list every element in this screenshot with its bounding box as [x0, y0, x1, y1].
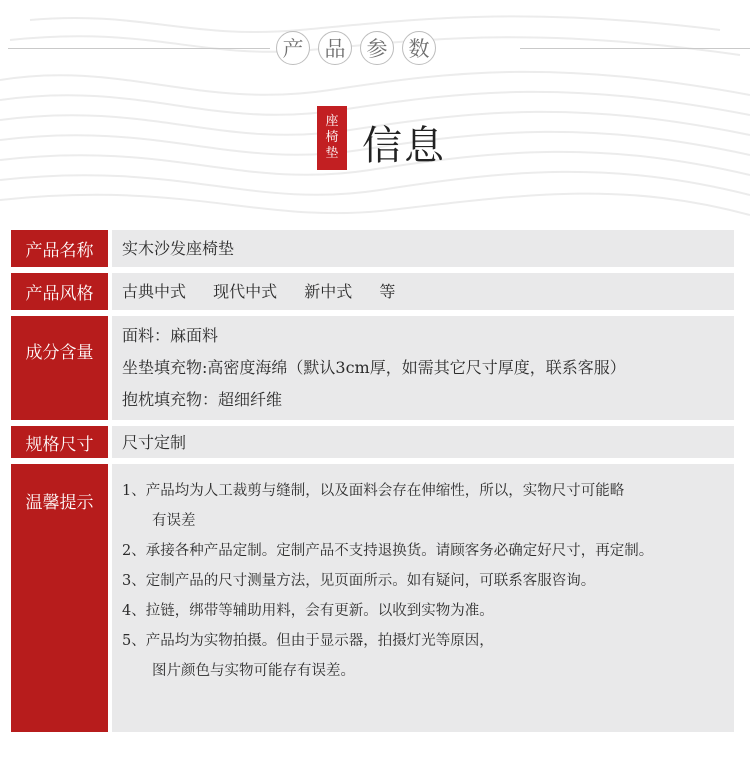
row-product-name — [11, 230, 734, 267]
row-label: 产品名称 — [11, 230, 108, 267]
product-params-banner — [276, 31, 436, 65]
badge-char: 座 — [325, 114, 339, 129]
row-product-style — [11, 273, 734, 310]
banner-char: 数 — [402, 31, 436, 65]
badge-char: 垫 — [325, 146, 339, 161]
tip-line: 有误差 — [152, 513, 196, 529]
row-value — [112, 316, 734, 420]
page-title: 信息 — [362, 123, 446, 169]
tip-line: 3、定制产品的尺寸测量方法，见页面所示。如有疑问，可联系客服咨询。 — [122, 573, 596, 589]
product-badge — [317, 106, 347, 170]
banner-char: 产 — [276, 31, 310, 65]
tip-line: 2、承接各种产品定制。定制产品不支持退换货。请顾客务必确定好尺寸，再定制。 — [122, 543, 654, 559]
tip-line: 图片颜色与实物可能存有误差。 — [152, 663, 355, 679]
row-label: 产品风格 — [11, 273, 108, 310]
row-label: 成分含量 — [11, 316, 108, 420]
row-value — [112, 464, 734, 732]
header-divider-left — [8, 48, 270, 49]
size-value: 尺寸定制 — [122, 433, 187, 452]
row-label: 规格尺寸 — [11, 426, 108, 458]
style-item: 古典中式 — [122, 282, 187, 301]
row-tips — [11, 464, 734, 732]
composition-line: 抱枕填充物：超细纤维 — [122, 390, 283, 409]
row-composition — [11, 316, 734, 420]
badge-char: 椅 — [325, 130, 339, 145]
style-item: 现代中式 — [213, 282, 278, 301]
style-item: 新中式 — [304, 282, 353, 301]
tip-line: 5、产品均为实物拍摄。但由于显示器，拍摄灯光等原因， — [122, 633, 494, 649]
banner-char: 参 — [360, 31, 394, 65]
tip-line: 1、产品均为人工裁剪与缝制，以及面料会存在伸缩性，所以，实物尺寸可能略 — [122, 483, 625, 499]
composition-line: 面料：麻面料 — [122, 326, 219, 345]
header-divider-right — [520, 48, 750, 49]
composition-line: 坐垫填充物:高密度海绵（默认3cm厚，如需其它尺寸厚度，联系客服） — [122, 358, 626, 377]
row-value — [112, 426, 734, 458]
product-name-value: 实木沙发座椅垫 — [122, 239, 235, 258]
row-size — [11, 426, 734, 458]
style-item: 等 — [379, 282, 396, 301]
tip-line: 4、拉链，绑带等辅助用料，会有更新。以收到实物为准。 — [122, 603, 494, 619]
row-value — [112, 273, 734, 310]
banner-char: 品 — [318, 31, 352, 65]
row-label: 温馨提示 — [11, 464, 108, 732]
row-value — [112, 230, 734, 267]
